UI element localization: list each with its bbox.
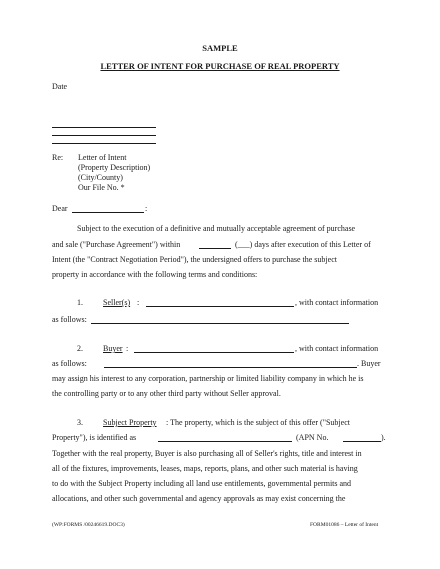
- item1-number: 1.: [77, 298, 83, 307]
- re-line-4: Our File No. *: [78, 183, 125, 192]
- re-line-1: Letter of Intent: [78, 153, 127, 162]
- buyer-contact-field[interactable]: [104, 367, 357, 368]
- seller-name-field[interactable]: [146, 306, 294, 307]
- buyer-colon: :: [126, 344, 129, 353]
- apn-label: (APN No.: [296, 433, 329, 442]
- intro-line-2a: and sale ("Purchase Agreement") within: [52, 240, 181, 249]
- subject-property-line-5: to do with the Subject Property including all land use entitlements, governmental permits and: [52, 479, 352, 488]
- address-line-1[interactable]: [52, 127, 156, 128]
- buyer-contact-text: , with contact information: [295, 344, 379, 353]
- days-field[interactable]: [199, 248, 231, 249]
- seller-as-follows: as follows:: [52, 315, 87, 324]
- seller-label: Seller(s): [103, 298, 131, 307]
- subject-property-line-4: all of the fixtures, improvements, leases, maps, reports, plans, and other such material is having: [52, 464, 358, 473]
- address-line-3[interactable]: [52, 143, 156, 144]
- item2-number: 2.: [77, 344, 83, 353]
- buyer-as-follows: as follows:: [52, 359, 87, 368]
- seller-contact-field[interactable]: [91, 323, 349, 324]
- re-line-2: (Property Description): [78, 163, 151, 172]
- date-label: Date: [52, 82, 68, 91]
- intro-line-4: property in accordance with the following terms and conditions:: [52, 270, 258, 279]
- subject-property-line-6: allocations, and other such governmental and agency approvals as may exist concerning the: [52, 494, 346, 503]
- buyer-contact-end: . Buyer: [357, 359, 381, 368]
- subject-property-text: : The property, which is the subject of this offer ("Subject: [166, 418, 350, 427]
- salutation-prefix: Dear: [52, 204, 68, 213]
- seller-contact-text: , with contact information: [295, 298, 379, 307]
- apn-close: ).: [381, 433, 386, 442]
- property-identification-field[interactable]: [158, 441, 292, 442]
- buyer-control-line: the controlling party or to any other third party without Seller approval.: [52, 389, 281, 398]
- intro-line-2b: (___) days after execution of this Letter of: [235, 240, 371, 249]
- re-line-3: (City/County): [78, 173, 123, 182]
- re-label: Re:: [52, 153, 64, 162]
- intro-line-3: Intent (the "Contract Negotiation Period"), the undersigned offers to purchase the subject: [52, 255, 337, 264]
- salutation-name-field[interactable]: [72, 212, 144, 213]
- buyer-assign-line: may assign his interest to any corporation, partnership or limited liability company in which he is: [52, 374, 364, 383]
- salutation-suffix: :: [145, 204, 148, 213]
- footer-form-number: FORM01086 – Letter of Intent: [310, 522, 379, 528]
- address-line-2[interactable]: [52, 135, 156, 136]
- document-title: LETTER OF INTENT FOR PURCHASE OF REAL PROPERTY: [100, 61, 340, 71]
- intro-line-1: Subject to the execution of a definitive and mutually acceptable agreement of purchase: [77, 224, 356, 233]
- sample-heading: SAMPLE: [202, 43, 238, 53]
- buyer-label: Buyer: [103, 344, 123, 353]
- subject-property-line-3: Together with the real property, Buyer is also purchasing all of Seller's rights, title and interest in: [52, 449, 362, 458]
- item3-number: 3.: [77, 418, 83, 427]
- subject-property-label: Subject Property: [103, 418, 157, 427]
- buyer-name-field[interactable]: [134, 352, 294, 353]
- seller-colon: :: [137, 298, 140, 307]
- subject-property-identified: Property"), is identified as: [52, 433, 137, 442]
- footer-doc-reference: (WP:FORMS /00246619.DOC3): [52, 522, 125, 528]
- apn-number-field[interactable]: [343, 441, 381, 442]
